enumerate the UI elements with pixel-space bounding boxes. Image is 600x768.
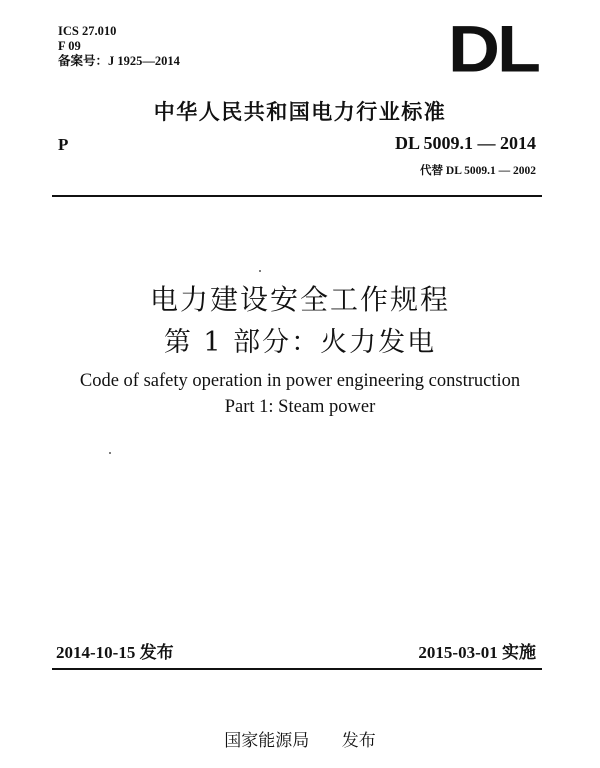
subtitle-chinese: 第 1 部分：火力发电 [163,327,437,358]
category-code: F 09 [58,39,81,53]
record-number: 备案号：J 1925—2014 [58,54,180,68]
bottom-divider [52,668,542,670]
issue-date: 2014-10-15 发布 [56,643,174,662]
print-speck [259,270,261,272]
title-english: Code of safety operation in power engineering construction [79,371,521,391]
industry-standard-heading: 中华人民共和国电力行业标准 [153,100,447,124]
subtitle-english: Part 1: Steam power [224,397,376,417]
standard-category: P [58,135,69,154]
standard-number: DL 5009.1 — 2014 [394,133,536,153]
ics-code: ICS 27.010 [58,24,117,38]
top-divider [52,195,542,197]
implementation-date: 2015-03-01 实施 [418,643,536,662]
replaces-standard: 代替 DL 5009.1 — 2002 [420,165,536,177]
print-speck [109,452,111,454]
publisher: 国家能源局 发布 [224,731,376,751]
title-chinese: 电力建设安全工作规程 [149,283,450,316]
dl-logo: DL [448,12,538,87]
